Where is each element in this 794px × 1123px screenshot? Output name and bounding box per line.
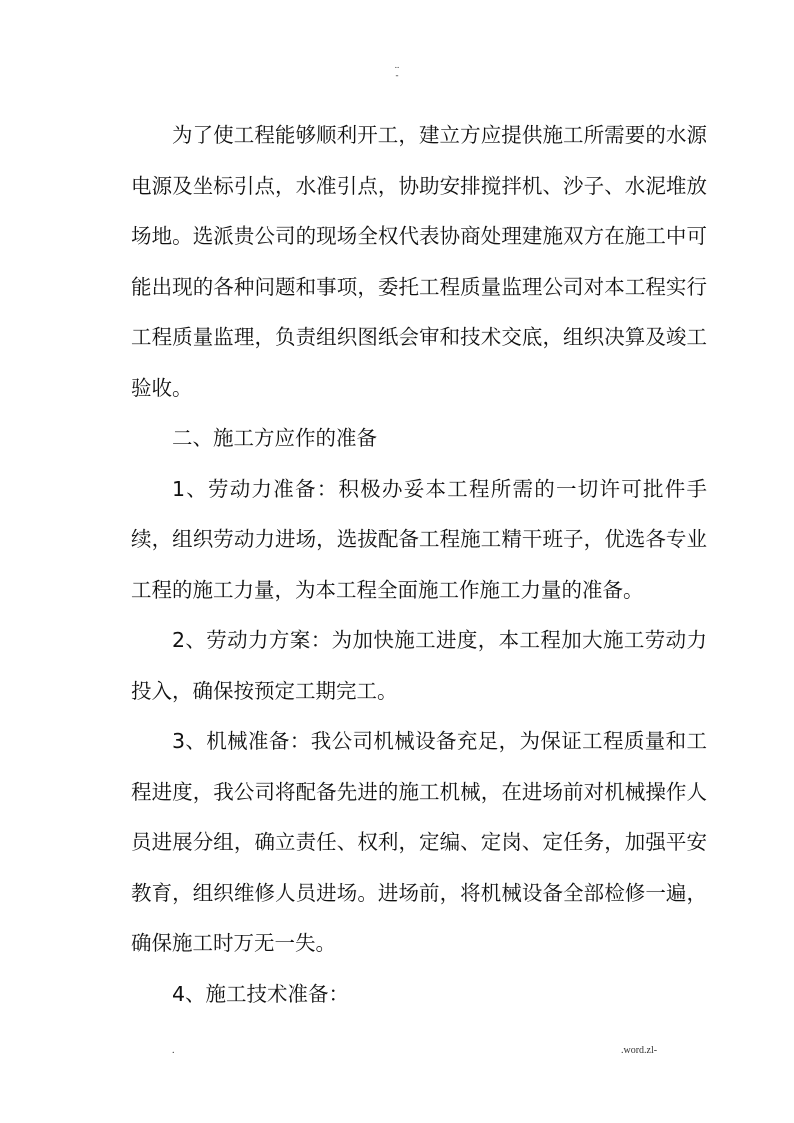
paragraph-intro: 为了使工程能够顺利开工，建立方应提供施工所需要的水源电源及坐标引点，水准引点，协助安排搅拌机、沙子、水泥堆放场地。选派贵公司的现场全权代表协商处理建施双方在施工中可能出现的各种问题和事项，委托工程质量监理公司对本工程实行工程质量监理，负责组织图纸会审和技术交底，组织决算及竣工验收。 [131,123,707,400]
section-heading-preparation: 二、施工方应作的准备 [172,426,377,450]
paragraph-labor-plan: 2、劳动力方案：为加快施工进度，本工程加大施工劳动力投入，确保按预定工期完工。 [131,628,707,703]
page-header-mark [0,60,794,80]
footer-right-text: .word.zl- [621,1045,658,1056]
page-footer [0,1045,794,1059]
paragraph-machinery-preparation: 3、机械准备：我公司机械设备充足，为保证工程质量和工程进度，我公司将配备先进的施工机械，在进场前对机械操作人员进展分组，确立责任、权利，定编、定岗、定任务，加强平安教育，组织维修人员进场。进场前，将机械设备全部检修一遍，确保施工时万无一失。 [131,729,707,955]
paragraph-labor-preparation: 1、劳动力准备：积极办妥本工程所需的一切许可批件手续，组织劳动力进场，选拔配备工程施工精干班子，优选各专业工程的施工力量，为本工程全面施工作施工力量的准备。 [131,476,707,602]
paragraph-technical-preparation: 4、施工技术准备： [172,981,350,1006]
header-mark: .. - [394,60,400,80]
footer-left-mark: . [172,1045,175,1056]
document-body [131,110,707,1019]
